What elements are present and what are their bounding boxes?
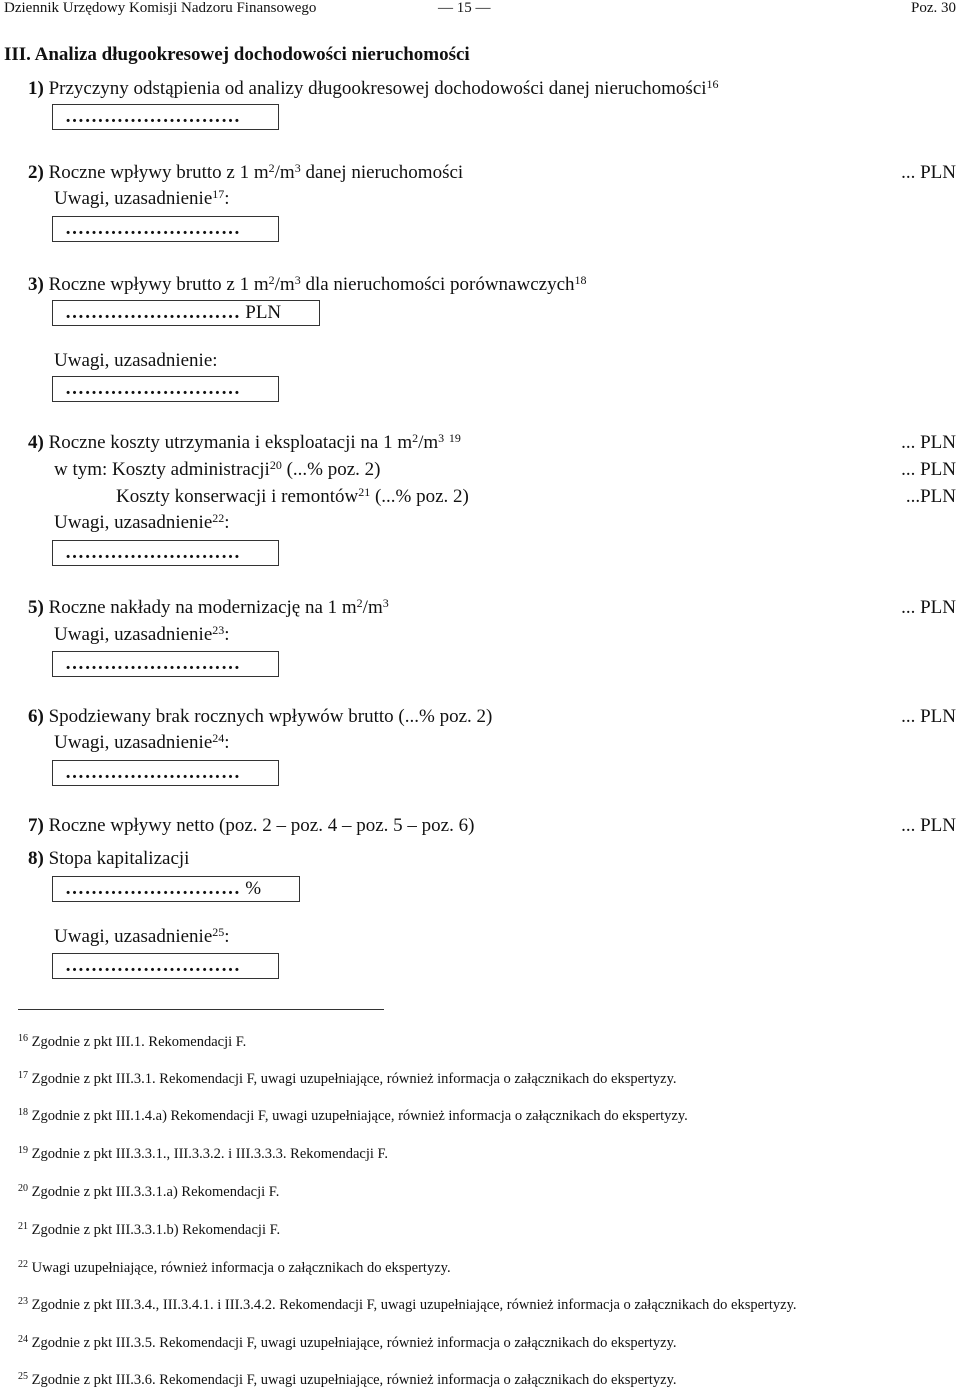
item-4-sub-administration: w tym: Koszty administracji$^{20}$ (...% poz. 2): [54, 458, 381, 480]
value-box-3[interactable]: ……………………… PLN: [52, 300, 320, 326]
remarks-box-2[interactable]: ………………………: [52, 216, 279, 242]
item-number: 1): [28, 78, 44, 99]
footnote: $^{16}$ Zgodnie z pkt III.1. Rekomendacji F.: [18, 1033, 247, 1050]
value-field-5[interactable]: ... PLN: [901, 597, 956, 618]
remarks-label-2: Uwagi, uzasadnienie$^{17}$:: [54, 187, 230, 209]
remarks-label-6: Uwagi, uzasadnienie$^{24}$:: [54, 731, 230, 753]
item-text: Roczne wpływy netto (poz. 2 – poz. 4 – poz. 5 – poz. 6): [48, 815, 475, 836]
remarks-label-4: Uwagi, uzasadnienie$^{22}$:: [54, 511, 230, 533]
remarks-box-6[interactable]: ………………………: [52, 760, 279, 786]
remarks-label-5: Uwagi, uzasadnienie$^{23}$:: [54, 623, 230, 645]
remarks-box-4[interactable]: ………………………: [52, 540, 279, 566]
footnote: $^{25}$ Zgodnie z pkt III.3.6. Rekomendacji F, uwagi uzupełniające, również informacja o załącznikach do ekspertyzy.: [18, 1371, 677, 1388]
journal-title: Dziennik Urzędowy Komisji Nadzoru Finansowego: [4, 0, 317, 16]
item-2: [28, 162, 463, 184]
item-text: Przyczyny odstąpienia od analizy długookresowej dochodowości danej nieruchomości: [48, 78, 707, 99]
item-text: Roczne wpływy brutto z 1 $m^2/m^3$ danej nieruchomości: [48, 161, 464, 183]
item-number: 4): [28, 432, 44, 453]
remarks-label-8: Uwagi, uzasadnienie$^{25}$:: [54, 925, 230, 947]
item-8: [28, 848, 189, 870]
item-text: Roczne nakłady na modernizację na 1 $m^2/m^3$: [48, 596, 389, 618]
item-6: [28, 706, 492, 728]
unit-label: PLN: [245, 302, 282, 323]
value-field-4a[interactable]: ... PLN: [901, 459, 956, 480]
item-7: [28, 815, 474, 837]
footnote: $^{22}$ Uwagi uzupełniające, również informacja o załącznikach do ekspertyzy.: [18, 1259, 451, 1276]
item-4-sub-maintenance: Koszty konserwacji i remontów$^{21}$ (...% poz. 2): [116, 485, 469, 507]
item-number: 7): [28, 815, 44, 836]
item-text: Roczne wpływy brutto z 1 $m^2/m^3$ dla nieruchomości porównawczych$^{18}$: [48, 273, 587, 295]
footnote: $^{18}$ Zgodnie z pkt III.1.4.a) Rekomendacji F, uwagi uzupełniające, również informacja o załącznikach do ekspertyzy.: [18, 1107, 688, 1124]
item-text: Roczne koszty utrzymania i eksploatacji na 1 $m^2/m^3$ $^{19}$: [48, 431, 461, 453]
footnote: $^{17}$ Zgodnie z pkt III.3.1. Rekomendacji F, uwagi uzupełniające, również informacja o załącznikach do ekspertyzy.: [18, 1070, 677, 1087]
item-number: 3): [28, 274, 44, 295]
item-text: Spodziewany brak rocznych wpływów brutto (...% poz. 2): [48, 706, 493, 727]
item-4: [28, 432, 461, 454]
remarks-label-3: Uwagi, uzasadnienie:: [54, 350, 218, 371]
footnote-ref: 16: [706, 77, 719, 91]
footnote: $^{19}$ Zgodnie z pkt III.3.3.1., III.3.3.2. i III.3.3.3. Rekomendacji F.: [18, 1145, 389, 1162]
value-field-2[interactable]: ... PLN: [901, 162, 956, 183]
footnote: $^{21}$ Zgodnie z pkt III.3.3.1.b) Rekomendacji F.: [18, 1221, 281, 1238]
item-number: 6): [28, 706, 44, 727]
placeholder-dots: ………………………: [65, 106, 241, 127]
position-number: Poz. 30: [911, 0, 956, 16]
value-field-4b[interactable]: ...PLN: [905, 486, 956, 507]
footnote: $^{20}$ Zgodnie z pkt III.3.3.1.a) Rekomendacji F.: [18, 1183, 280, 1200]
remarks-box-8[interactable]: ………………………: [52, 953, 279, 979]
item-text: Stopa kapitalizacji: [48, 848, 190, 869]
value-field-7[interactable]: ... PLN: [901, 815, 956, 836]
item-number: 5): [28, 597, 44, 618]
footnote-separator: [18, 1009, 384, 1010]
footnote: $^{24}$ Zgodnie z pkt III.3.5. Rekomendacji F, uwagi uzupełniające, również informacja o załącznikach do ekspertyzy.: [18, 1334, 677, 1351]
page-number: — 15 —: [438, 0, 491, 16]
remarks-box-3[interactable]: ………………………: [52, 376, 279, 402]
item-1: [28, 78, 719, 100]
answer-box-1[interactable]: [52, 104, 279, 130]
item-number: 2): [28, 162, 44, 183]
item-3: [28, 274, 587, 296]
section-title: III. Analiza długookresowej dochodowości nieruchomości: [4, 44, 470, 65]
value-field-4[interactable]: ... PLN: [901, 432, 956, 453]
value-box-8[interactable]: ……………………… %: [52, 876, 300, 902]
unit-label: %: [245, 878, 262, 899]
item-5: [28, 597, 389, 619]
value-field-6[interactable]: ... PLN: [901, 706, 956, 727]
item-number: 8): [28, 848, 44, 869]
footnote: $^{23}$ Zgodnie z pkt III.3.4., III.3.4.1. i III.3.4.2. Rekomendacji F, uwagi uzupełniające, również informacja o załącznikach do ekspertyzy.: [18, 1296, 797, 1313]
remarks-box-5[interactable]: ………………………: [52, 651, 279, 677]
